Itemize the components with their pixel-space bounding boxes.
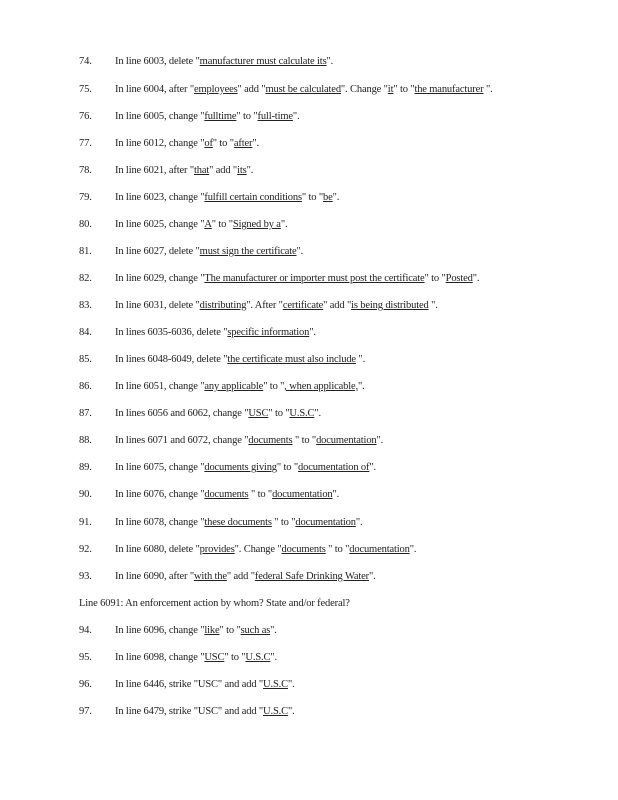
- item-text: [115, 488, 339, 501]
- text-run: " to ": [301, 192, 324, 203]
- underlined-text: after: [233, 138, 253, 149]
- text-run: In line 6027, delete ": [115, 246, 200, 257]
- item-number: 78.: [79, 165, 92, 176]
- underlined-text: must be calculated: [265, 84, 341, 95]
- item-number: 83.: [79, 300, 92, 311]
- text-run: ".: [369, 462, 376, 473]
- underlined-text: documents: [204, 489, 249, 500]
- item-number: 88.: [79, 435, 92, 446]
- comment-note: Line 6091: An enforcement action by whom? State and/or federal?: [79, 598, 350, 609]
- item-number: 79.: [79, 192, 92, 203]
- item-text: [115, 55, 333, 68]
- text-run: In lines 6035-6036, delete ": [115, 327, 228, 338]
- item-text: [115, 272, 479, 285]
- item-number: 95.: [79, 652, 92, 663]
- underlined-text: it: [387, 84, 394, 95]
- underlined-text: these documents: [204, 517, 272, 528]
- item-text: [115, 543, 416, 556]
- underlined-text: Signed by a: [232, 219, 281, 230]
- underlined-text: be: [323, 192, 333, 203]
- underlined-text: fulltime: [204, 111, 237, 122]
- text-run: In line 6479, strike "USC" and add ": [115, 706, 264, 717]
- text-run: In line 6005, change ": [115, 111, 205, 122]
- text-run: ". After ": [246, 300, 283, 311]
- text-run: " add ": [237, 84, 266, 95]
- text-run: In line 6075, change ": [115, 462, 205, 473]
- item-number: 91.: [79, 517, 92, 528]
- item-text: [115, 651, 277, 664]
- underlined-text: federal Safe Drinking Water: [254, 571, 369, 582]
- item-number: 86.: [79, 381, 92, 392]
- item-text: [115, 461, 376, 474]
- underlined-text: documentation: [349, 544, 410, 555]
- text-run: In line 6098, change ": [115, 652, 205, 663]
- underlined-text: U.S.C: [263, 679, 288, 690]
- item-number: 85.: [79, 354, 92, 365]
- text-run: In line 6096, change ": [115, 625, 205, 636]
- underlined-text: documentation of: [298, 462, 370, 473]
- item-text: [115, 191, 339, 204]
- item-number: 76.: [79, 111, 92, 122]
- item-text: [115, 624, 277, 637]
- underlined-text: manufacturer must calculate its: [199, 56, 327, 67]
- text-run: ".: [246, 165, 254, 176]
- text-run: In line 6080, delete ": [115, 544, 200, 555]
- text-run: ". Change ": [234, 544, 282, 555]
- item-text: [115, 407, 321, 420]
- item-number: 75.: [79, 84, 92, 95]
- text-run: ".: [357, 381, 365, 392]
- text-run: " add ": [209, 165, 238, 176]
- text-run: ".: [369, 571, 376, 582]
- text-run: ".: [314, 408, 321, 419]
- text-run: ".: [355, 517, 363, 528]
- text-run: ".: [409, 544, 417, 555]
- item-number: 89.: [79, 462, 92, 473]
- underlined-text: A: [204, 219, 212, 230]
- text-run: ".: [309, 327, 316, 338]
- item-text: [115, 110, 300, 123]
- underlined-text: any applicable: [204, 381, 264, 392]
- underlined-text: employees: [193, 84, 238, 95]
- text-run: In line 6051, change ": [115, 381, 205, 392]
- text-run: In line 6021, after ": [115, 165, 194, 176]
- item-text: [115, 353, 365, 366]
- text-run: ". Change ": [340, 84, 388, 95]
- item-text: [115, 245, 303, 258]
- text-run: " to ": [292, 435, 317, 446]
- underlined-text: documents: [248, 435, 293, 446]
- underlined-text: USC: [204, 652, 225, 663]
- text-run: " to ": [325, 544, 350, 555]
- text-run: ".: [332, 489, 340, 500]
- item-number: 82.: [79, 273, 92, 284]
- text-run: In line 6003, delete ": [115, 56, 200, 67]
- text-run: In line 6004, after ": [115, 84, 194, 95]
- text-run: In line 6023, change ": [115, 192, 205, 203]
- text-run: In lines 6048-6049, delete ": [115, 354, 228, 365]
- text-run: " to ": [219, 625, 241, 636]
- item-text: [115, 164, 253, 177]
- text-run: " add ": [323, 300, 352, 311]
- underlined-text: of: [204, 138, 213, 149]
- item-text: [115, 705, 295, 718]
- underlined-text: documents: [281, 544, 326, 555]
- underlined-text: like: [204, 625, 220, 636]
- item-text: [115, 137, 259, 150]
- item-number: 77.: [79, 138, 92, 149]
- item-number: 81.: [79, 246, 92, 257]
- item-number: 87.: [79, 408, 92, 419]
- text-run: " to ": [211, 219, 233, 230]
- underlined-text: U.S.C: [289, 408, 315, 419]
- item-number: 93.: [79, 571, 92, 582]
- underlined-text: documentation: [272, 489, 333, 500]
- item-text: [115, 516, 362, 529]
- item-text: [115, 299, 438, 312]
- text-run: ".: [355, 354, 366, 365]
- item-text: [115, 434, 383, 447]
- text-run: In line 6012, change ": [115, 138, 205, 149]
- item-number: 90.: [79, 489, 92, 500]
- text-run: " to ": [393, 84, 415, 95]
- text-run: " add ": [226, 571, 255, 582]
- text-run: ".: [270, 652, 277, 663]
- item-number: 94.: [79, 625, 92, 636]
- underlined-text: provides: [199, 544, 235, 555]
- underlined-text: U.S.C: [263, 706, 288, 717]
- item-number: 80.: [79, 219, 92, 230]
- item-text: [115, 218, 287, 231]
- text-run: " to ": [248, 489, 273, 500]
- underlined-text: Posted: [445, 273, 473, 284]
- underlined-text: such as: [240, 625, 271, 636]
- text-run: ".: [270, 625, 277, 636]
- text-run: In line 6029, change ": [115, 273, 205, 284]
- underlined-text: its: [237, 165, 247, 176]
- underlined-text: is being distributed: [351, 300, 429, 311]
- text-run: In line 6025, change ": [115, 219, 205, 230]
- item-number: 92.: [79, 544, 92, 555]
- text-run: ".: [483, 84, 493, 95]
- underlined-text: must sign the certificate: [199, 246, 297, 257]
- text-run: In lines 6056 and 6062, change ": [115, 408, 249, 419]
- underlined-text: documents giving: [204, 462, 277, 473]
- text-run: ".: [472, 273, 480, 284]
- item-text: [115, 678, 295, 691]
- text-run: ".: [428, 300, 438, 311]
- text-run: " to ": [268, 408, 290, 419]
- text-run: In line 6078, change ": [115, 517, 205, 528]
- text-run: " to ": [212, 138, 234, 149]
- underlined-text: distributing: [199, 300, 247, 311]
- underlined-text: USC: [248, 408, 269, 419]
- text-run: ".: [326, 56, 334, 67]
- item-text: [115, 380, 365, 393]
- item-text: [115, 83, 493, 96]
- text-run: " to ": [224, 652, 246, 663]
- text-run: " to ": [236, 111, 258, 122]
- underlined-text: The manufacturer or importer must post the certificate: [204, 273, 425, 284]
- underlined-text: full-time: [257, 111, 293, 122]
- underlined-text: , when applicable,: [284, 381, 358, 392]
- item-number: 97.: [79, 706, 92, 717]
- underlined-text: that: [193, 165, 210, 176]
- underlined-text: the certificate must also include: [227, 354, 356, 365]
- item-number: 84.: [79, 327, 92, 338]
- text-run: " to ": [276, 462, 298, 473]
- text-run: ".: [332, 192, 340, 203]
- item-number: 96.: [79, 679, 92, 690]
- underlined-text: documentation: [316, 435, 377, 446]
- item-text: [115, 570, 376, 583]
- text-run: ".: [287, 679, 295, 690]
- underlined-text: certificate: [282, 300, 324, 311]
- text-run: ".: [296, 246, 304, 257]
- underlined-text: specific information: [227, 327, 310, 338]
- underlined-text: the manufacturer: [414, 84, 484, 95]
- text-run: ".: [280, 219, 288, 230]
- underlined-text: U.S.C: [245, 652, 271, 663]
- text-run: In line 6446, strike "USC" and add ": [115, 679, 264, 690]
- item-text: [115, 326, 316, 339]
- text-run: ".: [376, 435, 384, 446]
- text-run: " to ": [271, 517, 296, 528]
- text-run: " to ": [263, 381, 285, 392]
- item-number: 74.: [79, 56, 92, 67]
- text-run: " to ": [424, 273, 446, 284]
- text-run: In line 6031, delete ": [115, 300, 200, 311]
- text-run: In line 6090, after ": [115, 571, 194, 582]
- text-run: In line 6076, change ": [115, 489, 205, 500]
- underlined-text: documentation: [295, 517, 356, 528]
- text-run: ".: [287, 706, 295, 717]
- underlined-text: with the: [193, 571, 227, 582]
- underlined-text: fulfill certain conditions: [204, 192, 302, 203]
- text-run: In lines 6071 and 6072, change ": [115, 435, 249, 446]
- text-run: ".: [252, 138, 259, 149]
- text-run: ".: [292, 111, 300, 122]
